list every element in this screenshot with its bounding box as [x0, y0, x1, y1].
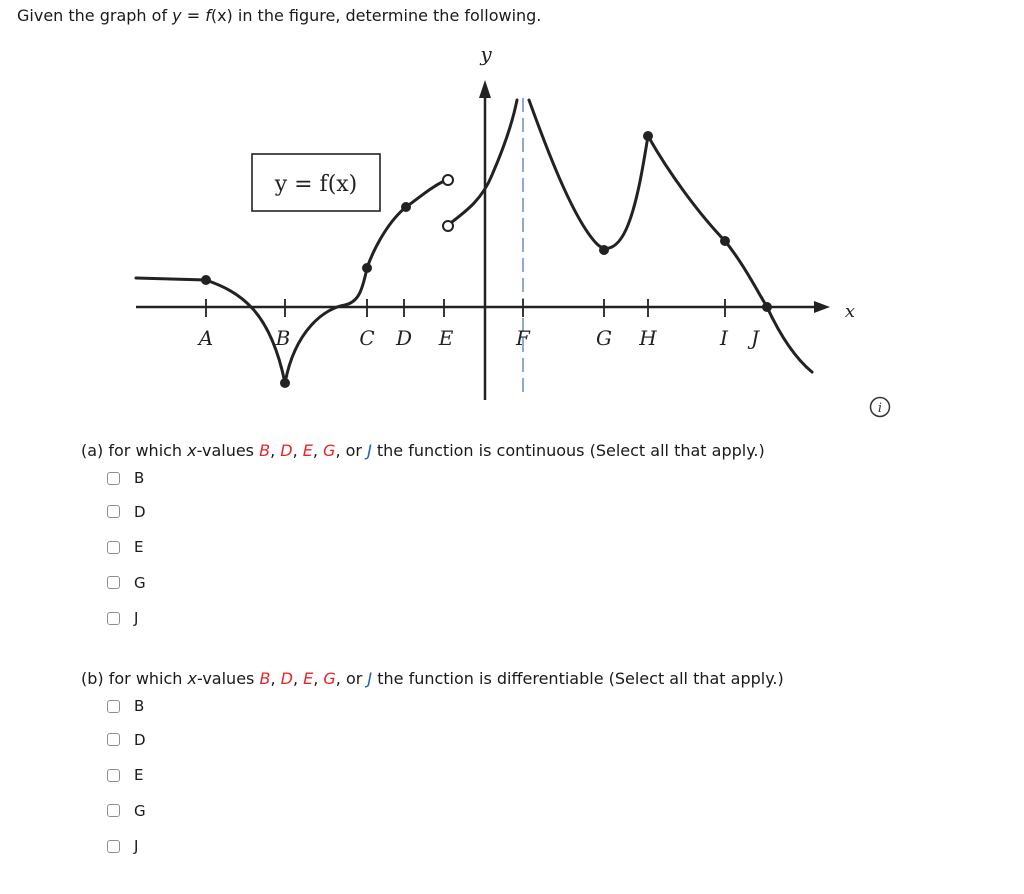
option-a-j[interactable]	[107, 596, 146, 632]
point-c	[362, 263, 372, 273]
point-j	[762, 302, 772, 312]
curve-e-to-f	[448, 100, 517, 225]
y-axis-label: y	[480, 42, 492, 66]
tick-label-a: A	[198, 326, 214, 350]
svg-text:i: i	[877, 401, 883, 416]
option-a-g[interactable]	[107, 560, 146, 596]
checkbox[interactable]	[107, 541, 120, 554]
option-label: E	[134, 538, 144, 557]
checkbox[interactable]	[107, 769, 120, 782]
checkbox[interactable]	[107, 840, 120, 853]
options-b	[107, 695, 146, 859]
question-b: (b) for which x-values B, D, E, G, or J the function is differentiable (Select all that apply.)	[81, 669, 784, 688]
option-label: E	[134, 766, 144, 785]
curve-f-to-h	[529, 100, 648, 248]
x-axis-label: x	[844, 301, 856, 322]
open-point-e-upper	[443, 175, 453, 185]
tick-label-j: J	[750, 326, 760, 350]
checkbox[interactable]	[107, 700, 120, 713]
function-label: y = f(x)	[274, 172, 358, 197]
option-label: D	[134, 730, 146, 749]
checkbox[interactable]	[107, 472, 120, 485]
function-graph	[130, 40, 856, 410]
option-label: B	[134, 469, 145, 487]
checkbox[interactable]	[107, 804, 120, 817]
tick-label-g: G	[596, 326, 612, 350]
info-icon[interactable]	[869, 396, 891, 418]
curve-h-to-right	[648, 136, 812, 372]
option-a-b[interactable]	[107, 467, 146, 489]
tick-label-d: D	[395, 326, 413, 350]
open-point-e-lower	[443, 221, 453, 231]
option-a-d[interactable]	[107, 489, 146, 525]
question-a: (a) for which x-values B, D, E, G, or J the function is continuous (Select all that apply.)	[81, 441, 765, 460]
tick-label-c: C	[359, 326, 375, 350]
intro-text: Given the graph of y = f(x) in the figure, determine the following.	[17, 6, 542, 25]
option-label: G	[134, 801, 146, 820]
option-label: J	[134, 837, 139, 856]
point-i	[720, 236, 730, 246]
point-g	[599, 245, 609, 255]
option-label: D	[134, 502, 146, 521]
point-a	[201, 275, 211, 285]
tick-label-h: H	[639, 326, 657, 350]
option-b-g[interactable]	[107, 788, 146, 824]
tick-label-b: B	[275, 326, 291, 350]
option-b-d[interactable]	[107, 717, 146, 753]
option-a-e[interactable]	[107, 525, 146, 561]
checkbox[interactable]	[107, 612, 120, 625]
option-label: J	[134, 609, 139, 628]
option-b-j[interactable]	[107, 824, 146, 860]
point-h	[643, 131, 653, 141]
y-axis-arrow	[479, 80, 491, 98]
checkbox[interactable]	[107, 733, 120, 746]
option-b-b[interactable]	[107, 695, 146, 717]
tick-label-i: I	[720, 326, 728, 350]
x-axis-arrow	[814, 301, 830, 313]
options-a	[107, 467, 146, 631]
option-b-e[interactable]	[107, 753, 146, 789]
point-b	[280, 378, 290, 388]
point-d	[401, 202, 411, 212]
tick-label-f: F	[516, 326, 530, 350]
checkbox[interactable]	[107, 505, 120, 518]
checkbox[interactable]	[107, 576, 120, 589]
tick-label-e: E	[438, 326, 454, 350]
option-label: B	[134, 697, 145, 715]
option-label: G	[134, 573, 146, 592]
